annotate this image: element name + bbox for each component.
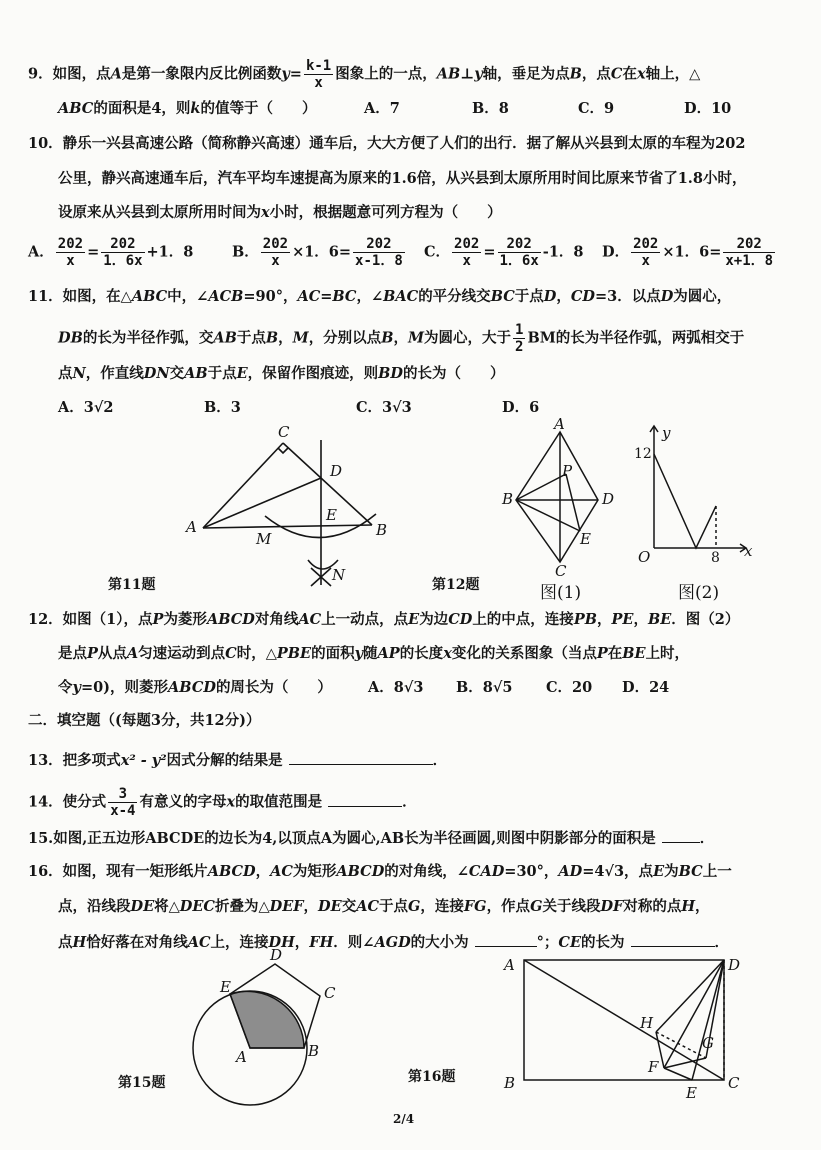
q10-option-d: D． $\frac{202}{x}$ ×1．6= $\frac{202}{x+1.8}$ [602, 236, 774, 269]
fig15-label-d: D [270, 948, 283, 964]
fig16-label-b: B [504, 1074, 516, 1092]
fig12-caption: 第12题 [432, 577, 480, 593]
q16-line1: 16．如图，现有一矩形纸片ABCD，AC为矩形ABCD的对角线，∠CAD=30°，AD=4√3，点E为BC上一 [28, 863, 732, 880]
q16-length-blank[interactable] [631, 930, 715, 947]
fig12b-label-8: 8 [711, 550, 720, 566]
fig16-label-h: H [640, 1014, 654, 1032]
fig12a-label-e: E [580, 530, 591, 548]
q12-option-d: D．24 [622, 679, 670, 696]
page-number: 2/4 [393, 1112, 415, 1126]
q9-option-a: A．7 [364, 100, 400, 117]
fig16-caption: 第16题 [408, 1069, 456, 1085]
q9-line1: 9．如图，点A是第一象限内反比例函数y= $\frac{k-1}{x}$ 图象上的一点，AB⊥y轴，垂足为点B，点C在x轴上，△ [28, 58, 701, 91]
fig12a-label-a: A [554, 418, 565, 433]
q12-option-a: A．8√3 [368, 679, 424, 696]
fig16-label-e: E [686, 1084, 697, 1102]
q12-option-c: C．20 [546, 679, 593, 696]
q16-line2: 点，沿线段DE将△DEC折叠为△DEF，DE交AC于点G，连接FG，作点G关于线段DF对称的点H， [58, 898, 710, 915]
fig12-sub1-caption: 图(1) [540, 583, 582, 603]
section-fill-in-title: 二．填空题（(每题3分，共12分)） [28, 712, 261, 729]
figure-11 [180, 420, 400, 590]
q12-option-b: B．8√5 [456, 679, 513, 696]
figure-12-1 [498, 418, 628, 578]
q15-answer-blank[interactable] [662, 826, 700, 843]
fig12b-label-y: y [662, 424, 671, 442]
q9-option-d: D．10 [684, 100, 732, 117]
fig11-label-n: N [332, 566, 346, 584]
q9-option-c: C．9 [578, 100, 615, 117]
fraction-one-half: $\frac{1}{2}$ [515, 322, 524, 355]
q10-option-c: C． $\frac{202}{x}$ = $\frac{202}{1.6x}$ -1．8 [424, 236, 584, 269]
fig11-label-e: E [326, 506, 337, 524]
fraction-3-over-x-4: $\frac{3}{x-4}$ [110, 786, 136, 819]
fig12-sub2-caption: 图(2) [678, 583, 720, 603]
fig12a-label-d: D [602, 490, 615, 508]
q16-angle-blank[interactable] [475, 930, 537, 947]
fig12b-label-12: 12 [634, 446, 652, 462]
q11-line3: 点N，作直线DN交AB于点E，保留作图痕迹，则BD的长为（ ） [58, 365, 505, 382]
fig15-label-c: C [324, 984, 336, 1002]
q10-line1: 10．静乐一兴县高速公路（简称静兴高速）通车后，大大方便了人们的出行．据了解从兴县到太原的车程为202 [28, 135, 746, 152]
q12-line2: 是点P从点A匀速运动到点C时，△PBE的面积y随AP的长度x变化的关系图象（当点P在BE上时， [58, 645, 690, 662]
fig15-caption: 第15题 [118, 1075, 166, 1091]
q10-option-b: B． $\frac{202}{x}$ ×1．6= $\frac{202}{x-1.8}$ [232, 236, 403, 269]
fig11-label-c: C [278, 423, 290, 441]
fig12b-label-o: O [638, 548, 651, 566]
q16-line3: 点H恰好落在对角线AC上，连接DH，FH．则∠AGD的大小为 °；CE的长为 ． [58, 930, 729, 953]
fig15-label-a: A [236, 1048, 247, 1066]
q10-line3: 设原来从兴县到太原所用时间为x小时，根据题意可列方程为（ ） [58, 204, 502, 221]
fig11-label-b: B [376, 521, 388, 539]
q10-line2: 公里，静兴高速通车后，汽车平均车速提高为原来的1.6倍，从兴县到太原所用时间比原来节省了1.8小时， [58, 170, 747, 187]
fig15-label-b: B [308, 1042, 320, 1060]
fig15-label-e: E [220, 978, 231, 996]
fig11-caption: 第11题 [108, 577, 156, 593]
fig16-label-c: C [728, 1074, 740, 1092]
q14-line: 14．使分式 $\frac{3}{x-4}$ 有意义的字母x的取值范围是 ． [28, 786, 417, 819]
figure-12-2 [634, 420, 754, 570]
q9-option-b: B．8 [472, 100, 509, 117]
q11-option-d: D．6 [502, 399, 540, 416]
fig16-label-d: D [728, 956, 741, 974]
q11-option-b: B．3 [204, 399, 241, 416]
q9-line2: ABC的面积是4，则k的值等于（ ） [58, 100, 317, 117]
fig11-label-a: A [186, 518, 197, 536]
fig16-label-a: A [504, 956, 515, 974]
fig11-label-m: M [256, 530, 272, 548]
q13-line: 13．把多项式x² - y²因式分解的结果是 ． [28, 748, 447, 771]
q12-line3: 令y=0)，则菱形ABCD的周长为（ ） [58, 679, 332, 696]
figure-16 [496, 948, 776, 1108]
q10-option-a: A． $\frac{202}{x}$ = $\frac{202}{1.6x}$ +1．8 [28, 236, 194, 269]
fig16-label-f: F [648, 1058, 659, 1076]
q11-option-c: C．3√3 [356, 399, 412, 416]
q13-answer-blank[interactable] [289, 748, 433, 765]
fig16-label-g: G [702, 1034, 714, 1052]
fig12a-label-b: B [502, 490, 514, 508]
q11-line1: 11．如图，在△ABC中，∠ACB=90°，AC=BC，∠BAC的平分线交BC于点D，CD=3．以点D为圆心， [28, 288, 732, 305]
q11-option-a: A．3√2 [58, 399, 114, 416]
q12-line1: 12．如图（1），点P为菱形ABCD对角线AC上一动点，点E为边CD上的中点，连接PB，PE，BE．图（2） [28, 611, 740, 628]
q11-line2: DB的长为半径作弧，交AB于点B，M，分别以点B，M为圆心，大于 $\frac{1}{2}$ BM的长为半径作弧，两弧相交于 [58, 322, 745, 355]
fig12a-label-c: C [555, 562, 567, 578]
fig11-label-d: D [330, 462, 343, 480]
q15-line: 15.如图,正五边形ABCDE的边长为4,以顶点A为圆心,AB长为半径画圆,则图中阴影部分的面积是 ． [28, 826, 714, 849]
fig12a-label-p: P [562, 462, 573, 480]
figure-15 [184, 948, 354, 1108]
fig12b-label-x: x [744, 542, 753, 560]
fraction-k-1-over-x: $\frac{k-1}{x}$ [305, 58, 332, 91]
q14-answer-blank[interactable] [328, 790, 402, 807]
